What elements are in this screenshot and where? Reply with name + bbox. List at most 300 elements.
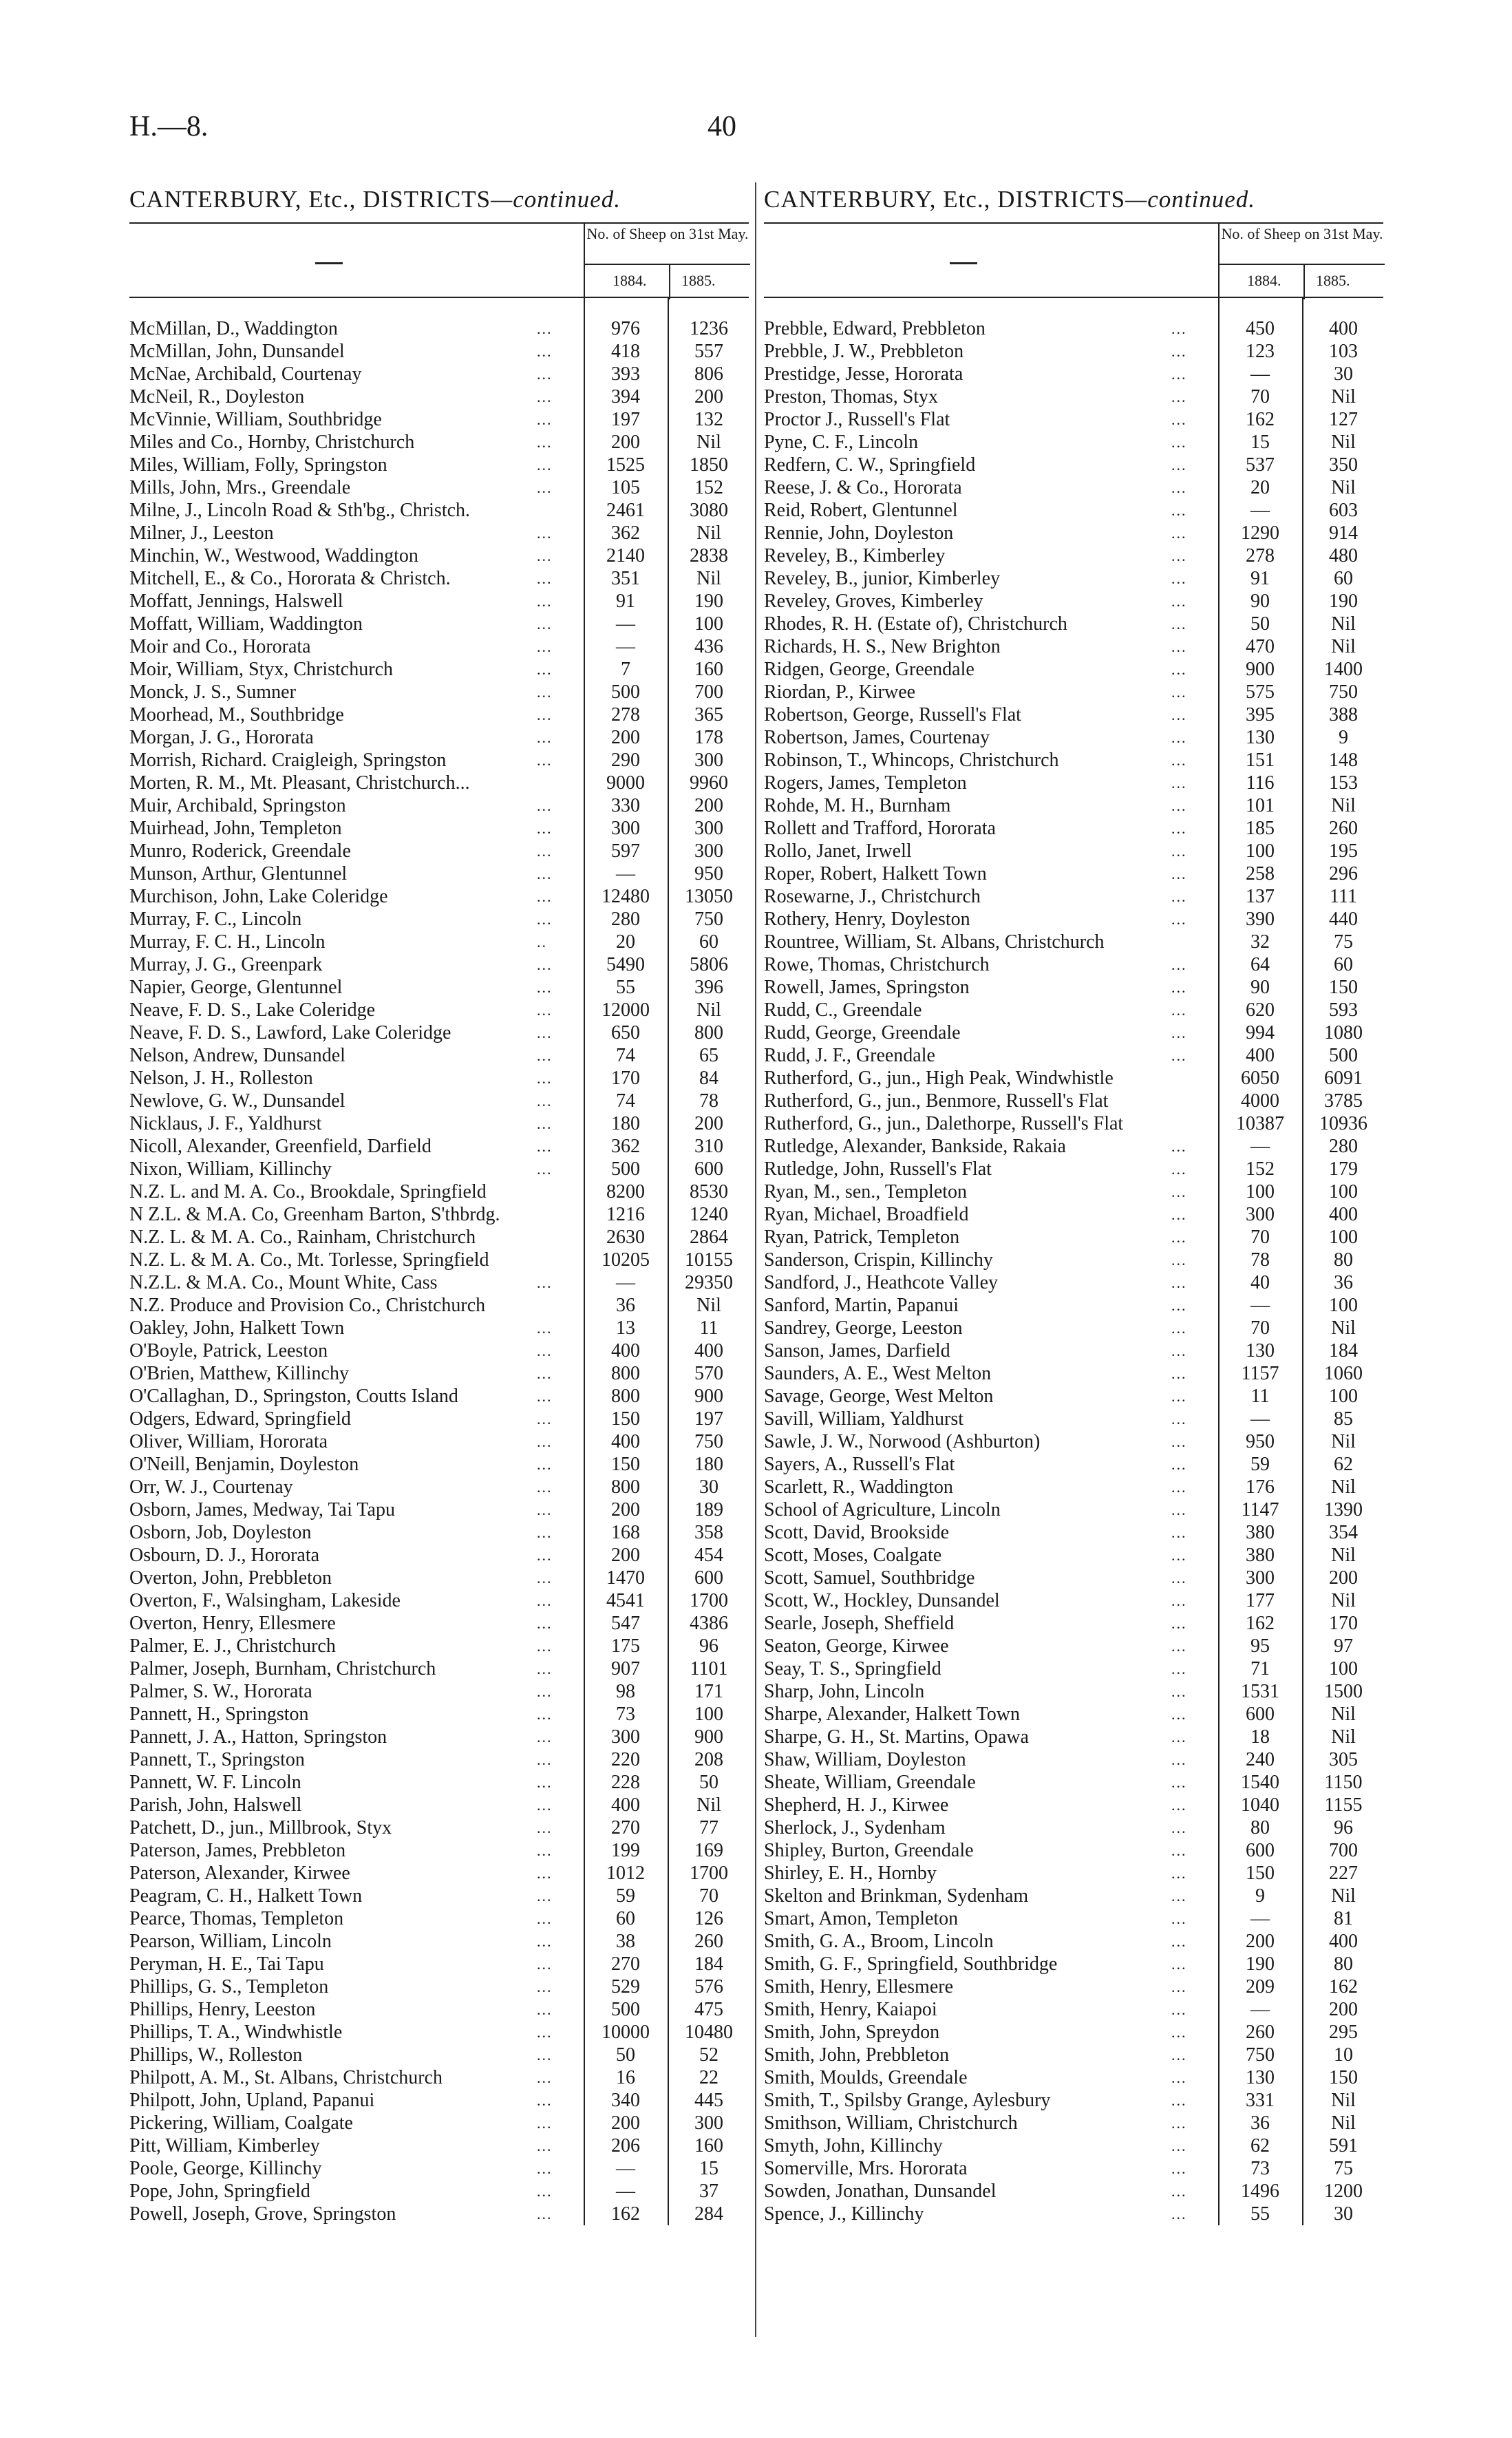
leader-dots: ... (537, 1592, 553, 1609)
sheep-1885: 184 (1329, 1340, 1358, 1361)
leader-dots: ... (537, 1070, 553, 1087)
table-row (129, 2112, 749, 2134)
sheep-1885: 1236 (690, 318, 728, 339)
sheep-1885: Nil (1331, 1476, 1356, 1498)
sheep-1884: 59 (1250, 1454, 1270, 1475)
sheep-1884: 300 (1246, 1567, 1275, 1589)
table-row (129, 1839, 749, 1862)
leader-dots: ... (537, 2001, 553, 2018)
sheep-1884: 40 (1250, 1272, 1270, 1293)
table-row (764, 2157, 1383, 2180)
sheep-1884: 7 (621, 659, 630, 680)
table-row (129, 635, 749, 658)
leader-dots: ... (537, 1501, 553, 1518)
table-row (764, 1408, 1383, 1430)
sheep-1884: 80 (1250, 1817, 1270, 1838)
owner-name: Moir and Co., Hororata (129, 636, 311, 657)
sheep-1885: 100 (1329, 1227, 1358, 1248)
owner-name: Smith, Henry, Ellesmere (764, 1976, 954, 1997)
table-row (129, 1726, 749, 1748)
sheep-1884: 55 (1250, 2203, 1270, 2225)
sheep-1884: 380 (1246, 1545, 1275, 1566)
table-row (129, 2203, 749, 2225)
sheep-1885: 8530 (690, 1181, 728, 1202)
sheep-1884: 150 (611, 1454, 640, 1475)
owner-name: Sayers, A., Russell's Flat (764, 1454, 955, 1475)
sheep-1884: 330 (611, 795, 640, 816)
sheep-1884: 151 (1246, 750, 1275, 771)
sheep-1885: Nil (696, 999, 721, 1021)
table-row (764, 1816, 1383, 1839)
owner-name: Morgan, J. G., Hororata (129, 727, 314, 748)
sheep-1884: 907 (611, 1658, 640, 1679)
table-row (129, 1090, 749, 1112)
table-row (129, 1476, 749, 1498)
sheep-1884: 74 (616, 1090, 635, 1112)
sheep-1885: 70 (699, 1885, 718, 1907)
table-row (129, 1385, 749, 1408)
owner-name: Robertson, George, Russell's Flat (764, 704, 1021, 725)
sheep-1885: 111 (1330, 886, 1357, 907)
sheep-1884: 200 (611, 1499, 640, 1520)
owner-name: Pope, John, Springfield (129, 2181, 310, 2202)
owner-name: School of Agriculture, Lincoln (764, 1499, 1001, 1520)
leader-dots: ... (537, 1547, 553, 1564)
owner-name: Scarlett, R., Waddington (764, 1476, 953, 1498)
leader-dots: ... (537, 842, 553, 860)
table-row (129, 1294, 749, 1317)
leader-dots: ... (1171, 1342, 1187, 1359)
sheep-1885: 1200 (1324, 2181, 1363, 2202)
sheep-1884: 200 (611, 1545, 640, 1566)
sheep-1884: 800 (611, 1476, 640, 1498)
table-row (129, 1680, 749, 1703)
sheep-1885: 169 (694, 1840, 723, 1861)
sheep-1885: 1240 (690, 1204, 728, 1225)
table-row (129, 931, 749, 953)
sheep-1885: 11 (699, 1317, 718, 1339)
leader-dots: ... (537, 2205, 553, 2223)
leader-dots: ... (537, 979, 553, 996)
owner-name: Scott, Moses, Coalgate (764, 1545, 942, 1566)
owner-name: Pearce, Thomas, Templeton (129, 1908, 344, 1929)
sheep-1885: 84 (699, 1068, 718, 1089)
table-row (764, 499, 1383, 522)
leader-dots: ... (1171, 479, 1187, 496)
owner-name: Sanford, Martin, Papanui (764, 1295, 959, 1316)
table-row (129, 544, 749, 567)
sheep-1884: 105 (611, 477, 640, 498)
leader-dots: ... (1171, 911, 1187, 928)
table-row (129, 908, 749, 931)
owner-name: Shepherd, H. J., Kirwee (764, 1794, 949, 1816)
sheep-1885: 603 (1329, 500, 1358, 521)
sheep-1884: 180 (611, 1113, 640, 1134)
sheep-1884: 152 (1246, 1158, 1275, 1180)
leader-dots: ... (537, 797, 553, 814)
owner-name: O'Neill, Benjamin, Doyleston (129, 1454, 359, 1475)
table-row (764, 1885, 1383, 1907)
sheep-1884: — (1250, 1999, 1270, 2020)
owner-name: Scott, Samuel, Southbridge (764, 1567, 975, 1589)
sheep-1884: 395 (1246, 704, 1275, 725)
owner-name: Seaton, George, Kirwee (764, 1635, 949, 1657)
sheep-1884: 130 (1246, 2067, 1275, 2088)
sheep-1885: Nil (1331, 1545, 1356, 1566)
sheep-1885: 80 (1334, 1249, 1353, 1271)
owner-name: N.Z. L. and M. A. Co., Brookdale, Springfield (129, 1181, 487, 1202)
leader-dots: ... (1171, 638, 1187, 655)
table-row (764, 1521, 1383, 1544)
sheep-1884: 168 (611, 1522, 640, 1543)
leader-dots: ... (1171, 1410, 1187, 1428)
table-row (129, 1771, 749, 1794)
sheep-1884: 62 (1250, 2135, 1270, 2156)
leader-dots: ... (537, 2046, 553, 2064)
table-row (129, 1339, 749, 1362)
owner-name: Morten, R. M., Mt. Pleasant, Christchurch... (129, 772, 470, 794)
sheep-1884: 240 (1246, 1749, 1275, 1770)
sheep-1885: 400 (1329, 1204, 1358, 1225)
owner-name: Reid, Robert, Glentunnel (764, 500, 958, 521)
owner-name: Pannett, T., Springston (129, 1749, 305, 1770)
sheep-1884: — (1250, 363, 1270, 385)
owner-name: Smyth, John, Killinchy (764, 2135, 943, 2156)
sheep-1885: 400 (1329, 1931, 1358, 1952)
table-row (764, 1158, 1383, 1180)
table-row (764, 1112, 1383, 1135)
leader-dots: ... (1171, 1160, 1187, 1178)
table-row (764, 1839, 1383, 1862)
leader-dots: ... (1171, 842, 1187, 860)
owner-name: Philpott, John, Upland, Papanui (129, 2090, 375, 2111)
leader-dots: ... (537, 1615, 553, 1632)
running-head (129, 110, 1396, 151)
table-row (764, 1339, 1383, 1362)
table-row (764, 340, 1383, 363)
sheep-1884: 59 (616, 1885, 635, 1907)
sheep-1884: 6050 (1241, 1068, 1279, 1089)
owner-name: Seay, T. S., Springfield (764, 1658, 941, 1679)
sheep-1884: 300 (1246, 1204, 1275, 1225)
sheep-1884: 16 (616, 2067, 635, 2088)
table-row (764, 976, 1383, 999)
sheep-1885: 4386 (690, 1613, 728, 1634)
sheep-1885: 127 (1329, 409, 1358, 430)
table-row (764, 999, 1383, 1021)
owner-name: Morrish, Richard. Craigleigh, Springston (129, 750, 447, 771)
sheep-1884: 200 (611, 727, 640, 748)
table-row (129, 2157, 749, 2180)
leader-dots: ... (1171, 683, 1187, 701)
sheep-1885: 13050 (685, 886, 733, 907)
sheep-1885: 100 (1329, 1658, 1358, 1679)
owner-name: Rutledge, Alexander, Bankside, Rakaia (764, 1136, 1066, 1157)
leader-dots: ... (537, 1365, 553, 1382)
sheep-1885: 750 (694, 909, 723, 930)
leader-dots: ... (1171, 1388, 1187, 1405)
sheep-1885: 184 (694, 1953, 723, 1975)
table-row (129, 1021, 749, 1044)
sheep-1884: — (616, 2158, 635, 2179)
leader-dots: ... (1171, 388, 1187, 405)
sheep-1885: Nil (1331, 2112, 1356, 2134)
sheep-1884: 900 (1246, 659, 1275, 680)
table-row (129, 1930, 749, 1953)
leader-dots: ... (537, 320, 553, 337)
sheep-1884: 123 (1246, 341, 1275, 362)
sheep-1884: 1147 (1241, 1499, 1279, 1520)
sheep-1885: 1700 (690, 1863, 728, 1884)
owner-name: Ridgen, George, Greendale (764, 659, 975, 680)
table-row (764, 703, 1383, 726)
sheep-1885: 475 (694, 1999, 723, 2020)
owner-name: Smart, Amon, Templeton (764, 1908, 959, 1929)
table-row (129, 1317, 749, 1339)
leader-dots: ... (1171, 2069, 1187, 2086)
owner-name: Miles, William, Folly, Springston (129, 454, 387, 476)
owner-name: Milner, J., Leeston (129, 522, 274, 544)
table-row (129, 1044, 749, 1067)
owner-name: Scott, David, Brookside (764, 1522, 950, 1543)
leader-dots: ... (537, 1160, 553, 1178)
leader-dots: ... (537, 1138, 553, 1155)
leader-dots: ... (1171, 434, 1187, 451)
sheep-1885: 200 (1329, 1999, 1358, 2020)
sheep-1884: 64 (1250, 954, 1270, 975)
table-row (129, 2066, 749, 2089)
leader-dots: ... (1171, 1365, 1187, 1382)
owner-name: Rollett and Trafford, Hororata (764, 818, 996, 839)
sheep-1885: 208 (694, 1749, 723, 1770)
leader-dots: ... (1171, 1501, 1187, 1518)
sheep-1884: 351 (611, 568, 640, 589)
leader-dots: ... (537, 1092, 553, 1110)
sheep-1885: 30 (1334, 363, 1353, 385)
leader-dots: ... (537, 865, 553, 882)
sheep-1884: 13 (616, 1317, 635, 1339)
sheep-1884: 450 (1246, 318, 1275, 339)
leader-dots: ... (1171, 1887, 1187, 1905)
sheep-1885: 60 (1334, 954, 1353, 975)
leader-dots: ... (537, 1751, 553, 1768)
table-row (764, 1180, 1383, 1203)
leader-dots: ... (1171, 1751, 1187, 1768)
sheep-1884: 200 (611, 432, 640, 453)
sheep-1884: 750 (1246, 2044, 1275, 2066)
table-row (764, 772, 1383, 794)
table-row (129, 2089, 749, 2112)
sheep-1884: — (1250, 1295, 1270, 1316)
sheep-1885: 388 (1329, 704, 1358, 725)
leader-dots: ... (537, 1796, 553, 1814)
owner-name: Napier, George, Glentunnel (129, 977, 343, 998)
owner-name: Sharpe, Alexander, Halkett Town (764, 1704, 1020, 1725)
owner-name: Osbourn, D. J., Hororata (129, 1545, 320, 1566)
sheep-1884: 2461 (606, 500, 645, 521)
table-row (129, 658, 749, 681)
sheep-1884: 650 (611, 1022, 640, 1043)
table-row (764, 454, 1383, 476)
sheep-1884: 220 (611, 1749, 640, 1770)
sheep-1884: 1216 (606, 1204, 645, 1225)
table-row (129, 408, 749, 431)
sheep-1885: Nil (1331, 1704, 1356, 1725)
leader-dots: ... (1171, 1842, 1187, 1859)
sheep-1884: 20 (616, 931, 635, 953)
sheep-1885: 179 (1329, 1158, 1358, 1180)
table-row (764, 2021, 1383, 2044)
sheep-1885: 700 (694, 681, 723, 703)
table-row (129, 1589, 749, 1612)
leader-dots: ... (1171, 979, 1187, 996)
sheep-1884: 994 (1246, 1022, 1275, 1043)
owner-name: Smith, G. F., Springfield, Southbridge (764, 1953, 1058, 1975)
owner-name: N.Z. L. & M. A. Co., Rainham, Christchurch (129, 1227, 476, 1248)
table-row (764, 658, 1383, 681)
owner-name: Savill, William, Yaldhurst (764, 1408, 964, 1430)
owner-name: Moir, William, Styx, Christchurch (129, 659, 393, 680)
sheep-1885: 454 (694, 1545, 723, 1566)
sheep-1884: 199 (611, 1840, 640, 1861)
owner-name: Sanson, James, Darfield (764, 1340, 950, 1361)
sheep-1884: 620 (1246, 999, 1275, 1021)
table-row (129, 2180, 749, 2203)
leader-dots: ... (537, 411, 553, 428)
leader-dots: ... (537, 1001, 553, 1019)
sheep-1885: 150 (1329, 977, 1358, 998)
leader-dots: ... (1171, 1297, 1187, 1314)
owner-name: Minchin, W., Westwood, Waddington (129, 545, 418, 566)
owner-name: Phillips, G. S., Templeton (129, 1976, 329, 1997)
table-row (764, 953, 1383, 976)
table-row (129, 1067, 749, 1090)
leader-dots: ... (537, 1524, 553, 1541)
owner-name: Rountree, William, St. Albans, Christchurch (764, 931, 1105, 953)
sheep-1884: 270 (611, 1817, 640, 1838)
leader-dots: ... (1171, 956, 1187, 973)
owner-name: Pannett, H., Springston (129, 1704, 309, 1725)
owner-name: Riordan, P., Kirwee (764, 681, 916, 703)
owner-name: Pannett, J. A., Hatton, Springston (129, 1726, 387, 1748)
leader-dots: ... (537, 888, 553, 905)
table-row (764, 1748, 1383, 1771)
sheep-1885: Nil (1331, 477, 1356, 498)
table-row (764, 2044, 1383, 2066)
sheep-1885: 500 (1329, 1045, 1358, 1066)
table-row (129, 1180, 749, 1203)
owner-name: Moffatt, William, Waddington (129, 613, 363, 635)
sheep-1885: 1155 (1324, 1794, 1363, 1816)
sheep-1885: 914 (1329, 522, 1358, 544)
sheep-1884: 91 (1250, 568, 1270, 589)
sheep-1885: 60 (699, 931, 718, 953)
table-row (764, 1067, 1383, 1090)
leader-dots: ... (1171, 888, 1187, 905)
sheep-1885: 5806 (690, 954, 728, 975)
sheep-1884: 394 (611, 386, 640, 407)
owner-name: Reveley, B., Kimberley (764, 545, 946, 566)
leader-dots: ... (537, 956, 553, 973)
sheep-1885: 700 (1329, 1840, 1358, 1861)
owner-name: N.Z. L. & M. A. Co., Mt. Torlesse, Springfield (129, 1249, 489, 1271)
leader-dots: ... (1171, 1024, 1187, 1041)
leader-dots: ... (537, 2069, 553, 2086)
sheep-1885: 36 (1334, 1272, 1353, 1293)
leader-dots: ... (537, 638, 553, 655)
owner-name: Paterson, James, Prebbleton (129, 1840, 346, 1861)
owner-name: Sharpe, G. H., St. Martins, Opawa (764, 1726, 1029, 1748)
table-row (764, 1953, 1383, 1975)
table-row (129, 1862, 749, 1885)
leader-dots: ... (537, 661, 553, 678)
leader-dots: ... (537, 683, 553, 701)
sheep-1885: 365 (694, 704, 723, 725)
sheep-1885: 295 (1329, 2022, 1358, 2043)
table-row (129, 749, 749, 772)
owner-name: Neave, F. D. S., Lake Coleridge (129, 999, 375, 1021)
sheep-1884: 100 (1246, 1181, 1275, 1202)
leader-dots: ... (537, 570, 553, 587)
leader-dots: ... (1171, 1569, 1187, 1587)
sheep-1884: 800 (611, 1386, 640, 1407)
sheep-1885: 50 (699, 1772, 718, 1793)
table-row (129, 1703, 749, 1726)
table-row (129, 1453, 749, 1476)
owner-name: McNae, Archibald, Courtenay (129, 363, 362, 385)
table-row (129, 363, 749, 385)
sheep-1885: 160 (694, 659, 723, 680)
sheep-1885: 445 (694, 2090, 723, 2111)
table-row (764, 431, 1383, 454)
sheep-1885: Nil (1331, 636, 1356, 657)
table-row (129, 1498, 749, 1521)
owner-name: Skelton and Brinkman, Sydenham (764, 1885, 1029, 1907)
owner-name: Nicklaus, J. F., Yaldhurst (129, 1113, 322, 1134)
sheep-1884: 362 (611, 522, 640, 544)
sheep-1884: 20 (1250, 477, 1270, 498)
leader-dots: ... (1171, 1910, 1187, 1927)
leader-dots: ... (537, 343, 553, 360)
table-row (129, 1885, 749, 1907)
sheep-1885: 148 (1329, 750, 1358, 771)
leader-dots: ... (537, 547, 553, 564)
sheep-1885: 100 (1329, 1295, 1358, 1316)
sheep-1885: 75 (1334, 931, 1353, 953)
leader-dots: ... (537, 2024, 553, 2041)
sheep-1885: 15 (699, 2158, 718, 2179)
owner-name: Sandrey, George, Leeston (764, 1317, 963, 1339)
table-row (764, 1385, 1383, 1408)
owner-name: Palmer, Joseph, Burnham, Christchurch (129, 1658, 436, 1679)
leader-dots: ... (1171, 1865, 1187, 1882)
table-row (129, 1430, 749, 1453)
leader-dots: ... (537, 2092, 553, 2109)
table-row (129, 1226, 749, 1249)
sheep-1884: 2140 (606, 545, 645, 566)
sheep-1884: 185 (1246, 818, 1275, 839)
sheep-1885: 85 (1334, 1408, 1353, 1430)
sheep-1884: 162 (1246, 1613, 1275, 1634)
sheep-1885: 150 (1329, 2067, 1358, 2088)
owner-name: O'Callaghan, D., Springston, Coutts Island (129, 1386, 458, 1407)
owner-name: Shipley, Burton, Greendale (764, 1840, 974, 1861)
owner-name: Oliver, William, Hororata (129, 1431, 328, 1452)
owner-name: Monck, J. S., Sumner (129, 681, 296, 703)
sheep-1884: 176 (1246, 1476, 1275, 1498)
year-1884-header: 1884. (1247, 272, 1281, 289)
sheep-1885: 77 (699, 1817, 718, 1838)
